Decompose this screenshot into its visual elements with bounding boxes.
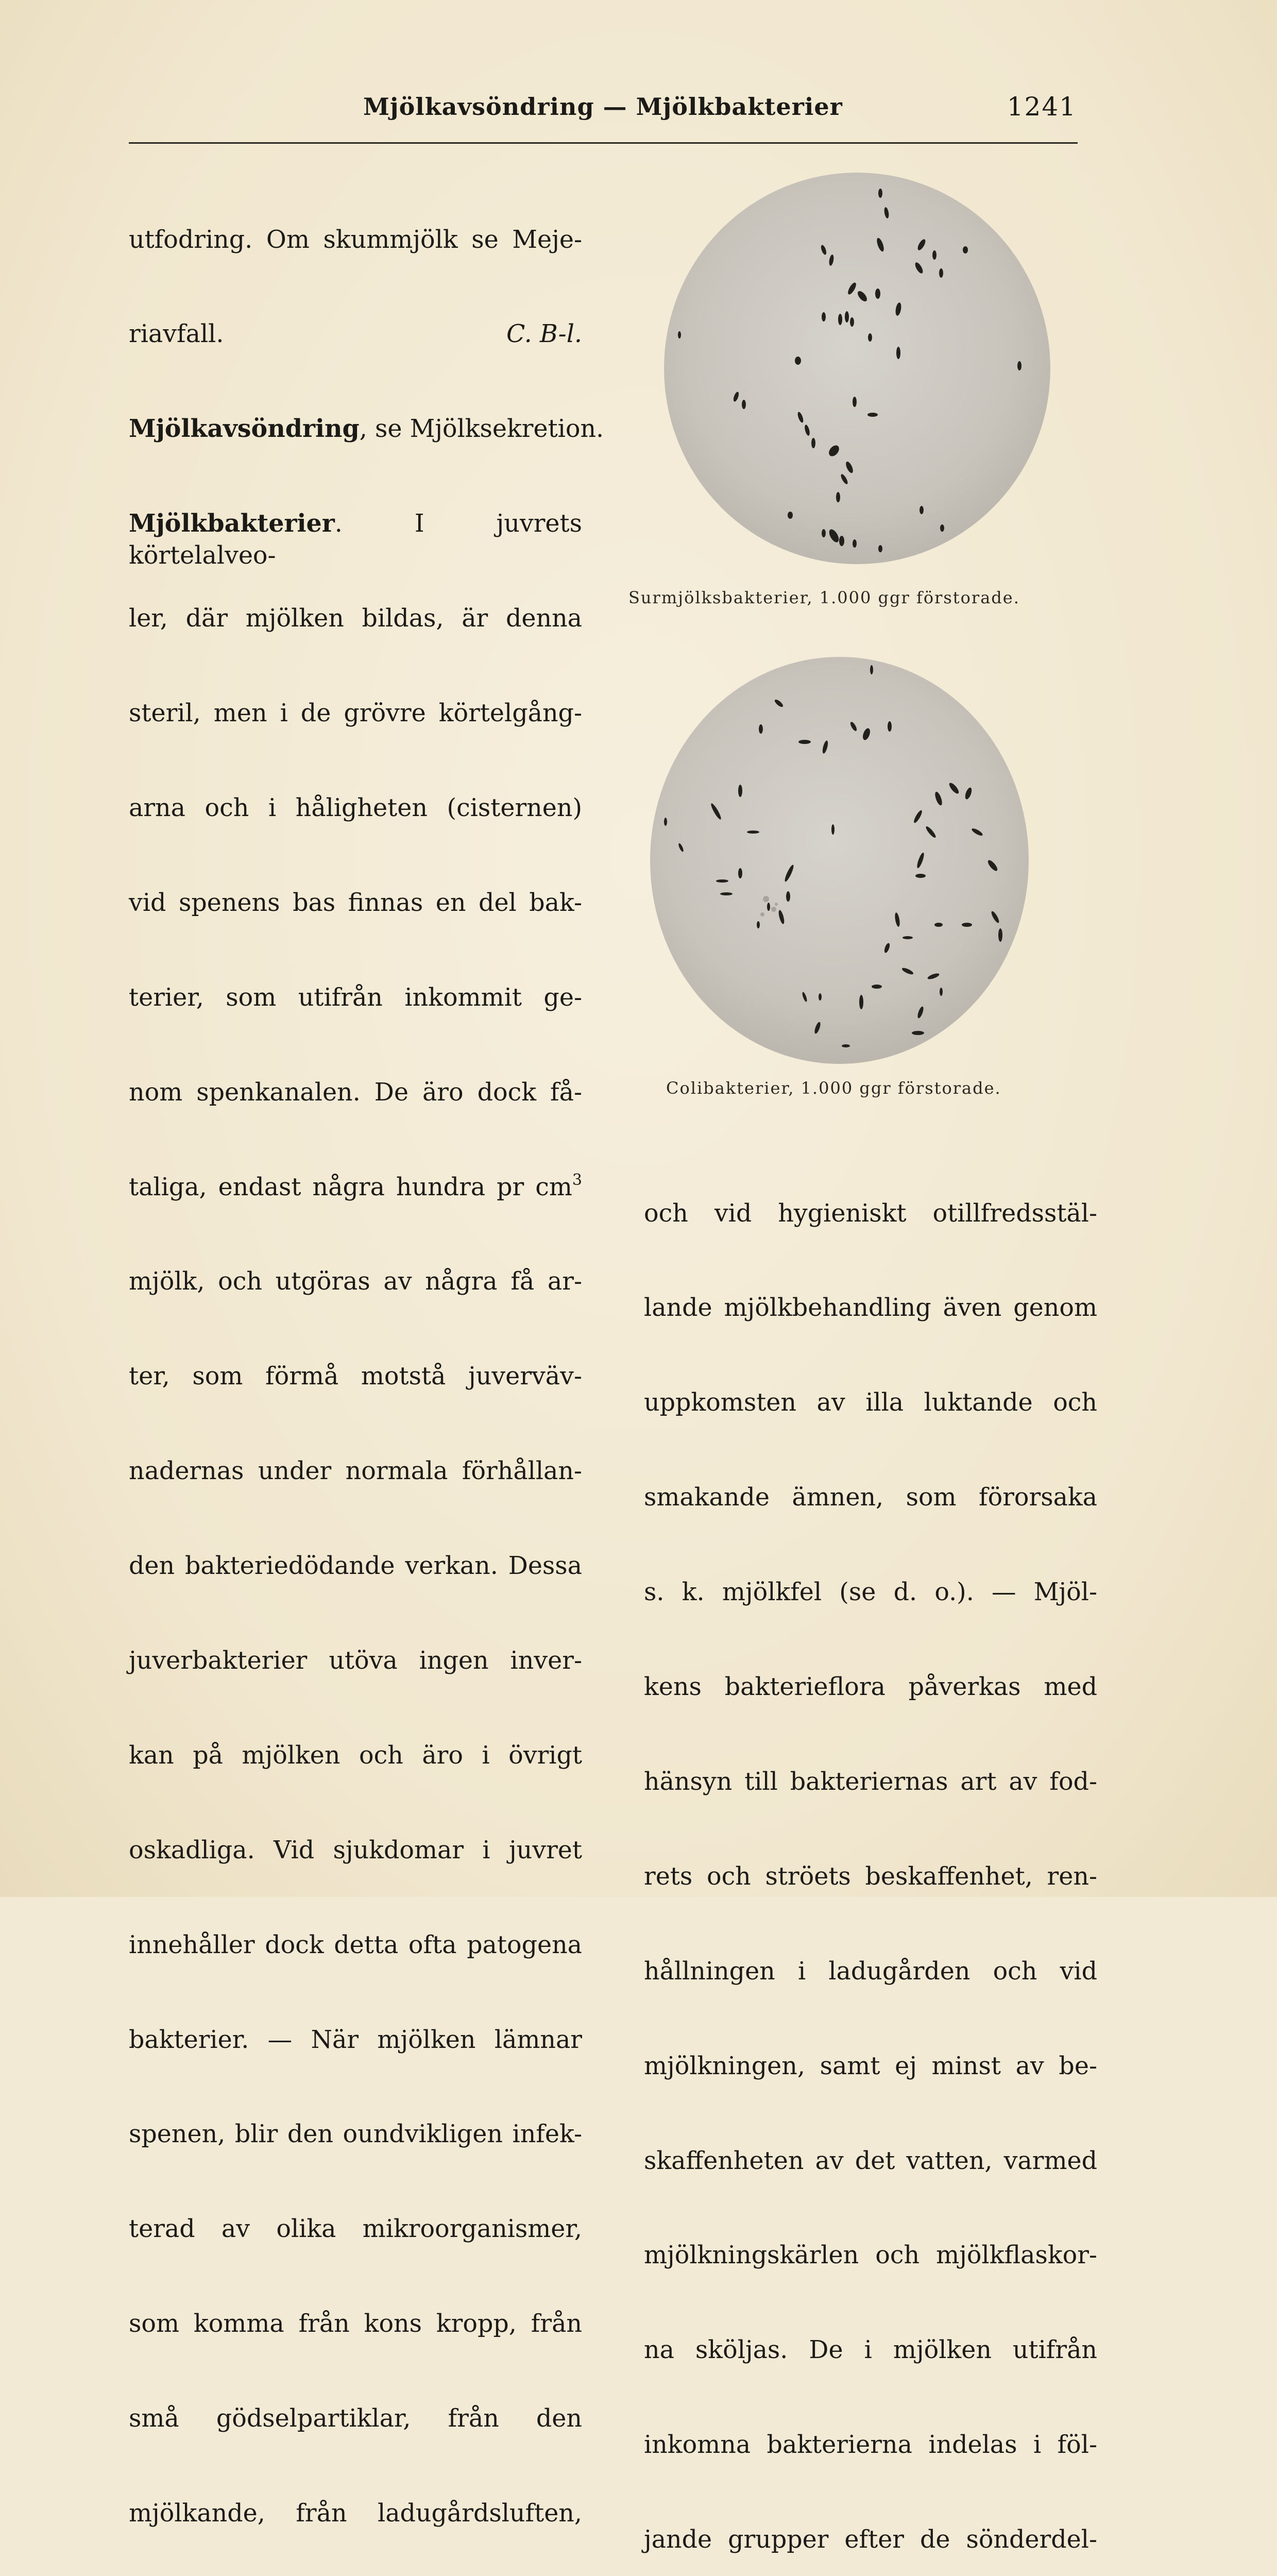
text-line: inkomna bakterierna indelas i föl-: [644, 2431, 1097, 2460]
text-line: mjölkningen, samt ej minst av be-: [644, 2052, 1097, 2080]
left-column: [129, 161, 604, 2576]
figure-caption-1: Surmjölksbakterier, 1.000 ggr förstorade.: [628, 588, 1020, 607]
right-column: [644, 1134, 1097, 2576]
text-line: nadernas under normala förhållan-: [129, 1457, 582, 1486]
text-line: innehåller dock detta ofta patogena: [129, 1930, 582, 1959]
text-line: na sköljas. De i mjölken utifrån: [644, 2336, 1097, 2365]
text-line: [129, 413, 604, 445]
text-line: terad av olika mikroorganismer,: [129, 2215, 582, 2244]
text-line: ler, där mjölken bildas, är denna: [129, 604, 582, 633]
bacteria-illustration: [650, 657, 1029, 1064]
text-line: jande grupper efter de sönderdel-: [644, 2526, 1097, 2554]
text-line: hänsyn till bakteriernas art av fod-: [644, 1767, 1097, 1796]
text-line: små gödselpartiklar, från den: [129, 2404, 582, 2433]
text-line: hållningen i ladugården och vid: [644, 1957, 1097, 1986]
text-line: som komma från kons kropp, från: [129, 2310, 582, 2338]
text-line: riavfall. C. B-l.: [129, 318, 582, 350]
micrograph-sour-milk-bacteria: [664, 173, 1050, 564]
text-line: utfodring. Om skummjölk se Meje-: [129, 225, 582, 254]
text-line: och vid hygieniskt otillfredsstäl-: [644, 1199, 1097, 1228]
text-line: steril, men i de grövre körtelgång-: [129, 699, 582, 728]
text-line: ter, som förmå motstå juverväv-: [129, 1362, 582, 1391]
headword: Mjölkavsöndring: [129, 414, 360, 444]
page-number: 1241: [1007, 92, 1077, 122]
bacteria-illustration: [664, 173, 1050, 564]
text-line: kens bakterieflora påverkas med: [644, 1673, 1097, 1702]
figure-caption-2: Colibakterier, 1.000 ggr förstorade.: [666, 1078, 1001, 1098]
text-line: Mjölkbakterier. I juvrets körtelalveo-: [129, 509, 582, 570]
text-line: terier, som utifrån inkommit ge-: [129, 983, 582, 1012]
text-line: oskadliga. Vid sjukdomar i juvret: [129, 1836, 582, 1865]
text-line: mjölk, och utgöras av några få ar-: [129, 1267, 582, 1296]
text-line: bakterier. — När mjölken lämnar: [129, 2025, 582, 2054]
text-line: uppkomsten av illa luktande och: [644, 1388, 1097, 1417]
text-line: taliga, endast några hundra pr $cm^3$: [129, 1171, 582, 1201]
running-head: Mjölkavsöndring — Mjölkbakterier: [363, 93, 843, 121]
header-rule: [129, 142, 1078, 144]
text-line: nom spenkanalen. De äro dock få-: [129, 1078, 582, 1107]
author-signature: C. B-l.: [506, 320, 582, 349]
text-line: mjölkningskärlen och mjölkflaskor-: [644, 2241, 1097, 2270]
text-line: lande mjölkbehandling även genom: [644, 1294, 1097, 1323]
text-line: arna och i håligheten (cisternen): [129, 793, 582, 822]
page-header: [129, 89, 1077, 125]
cross-reference: , se Mjölksekretion.: [359, 415, 604, 444]
headword: Mjölkbakterier: [129, 509, 335, 538]
micrograph-coli-bacteria: [650, 657, 1029, 1064]
superscript: 3: [572, 1171, 582, 1189]
text-line: smakande ämnen, som förorsaka: [644, 1483, 1097, 1512]
text-line: kan på mjölken och äro i övrigt: [129, 1741, 582, 1770]
text-line: vid spenens bas finnas en del bak-: [129, 888, 582, 917]
text-line: skaffenheten av det vatten, varmed: [644, 2146, 1097, 2175]
text-line: juverbakterier utöva ingen inver-: [129, 1646, 582, 1675]
text-line: mjölkande, från ladugårdsluften,: [129, 2499, 582, 2528]
text-line: rets och ströets beskaffenhet, ren-: [644, 1862, 1097, 1891]
text-line: den bakteriedödande verkan. Dessa: [129, 1552, 582, 1581]
text-line: spenen, blir den oundvikligen infek-: [129, 2120, 582, 2149]
text-line: s. k. mjölkfel (se d. o.). — Mjöl-: [644, 1578, 1097, 1607]
